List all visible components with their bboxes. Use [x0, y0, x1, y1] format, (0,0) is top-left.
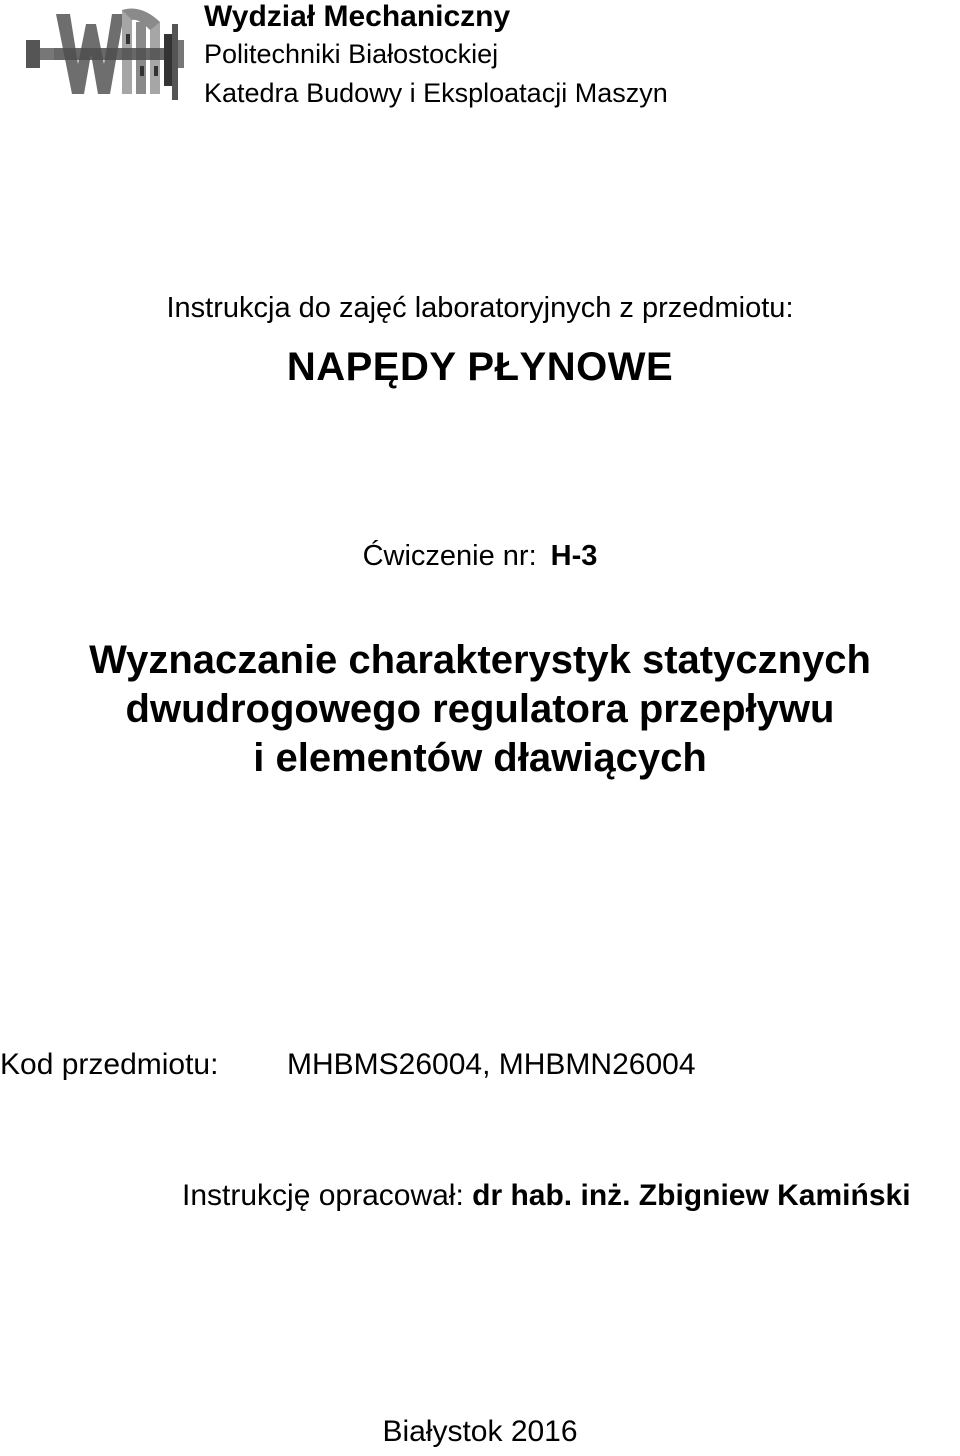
- subject-title: NAPĘDY PŁYNOWE: [286, 345, 674, 389]
- course-code-label: Kod przedmiotu:: [0, 1048, 219, 1081]
- place-year: Białystok 2016: [382, 1415, 578, 1448]
- author-label: Instrukcję opracował:: [182, 1179, 464, 1212]
- author-line: [182, 1178, 911, 1214]
- document-title: [0, 636, 960, 783]
- title-line: dwudrogowego regulatora przepływu: [125, 687, 835, 731]
- exercise-label: Ćwiczenie nr:: [362, 540, 537, 572]
- title-line: i elementów dławiących: [253, 736, 707, 780]
- exercise-line: [0, 538, 960, 574]
- university-name: Politechniki Białostockiej: [204, 39, 499, 69]
- author-name: dr hab. inż. Zbigniew Kamiński: [472, 1179, 911, 1212]
- course-code-value: MHBMS26004, MHBMN26004: [287, 1048, 696, 1081]
- faculty-name: Wydział Mechaniczny: [204, 0, 511, 33]
- title-line: Wyznaczanie charakterystyk statycznych: [89, 638, 871, 682]
- intro-text: Instrukcja do zajęć laboratoryjnych z przedmiotu:: [166, 292, 794, 324]
- university-logo-icon: [26, 4, 184, 104]
- exercise-code: H-3: [550, 540, 598, 572]
- department-name: Katedra Budowy i Eksploatacji Maszyn: [204, 78, 668, 108]
